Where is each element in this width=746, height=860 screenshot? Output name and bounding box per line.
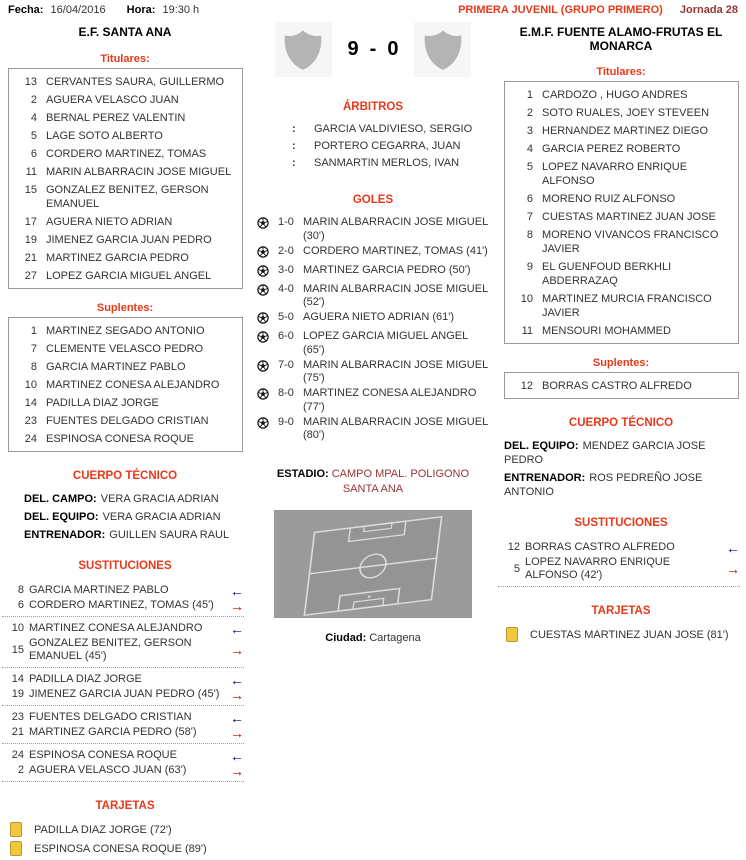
away-sustituciones-label: SUSTITUCIONES — [574, 517, 668, 529]
goal-score: 1-0 — [278, 216, 294, 228]
score-separator: - — [369, 38, 377, 60]
player-row — [507, 140, 736, 158]
player-row — [11, 322, 240, 340]
player-number: 3 — [526, 125, 533, 137]
goal-row — [257, 245, 490, 263]
match-datetime — [8, 4, 203, 16]
soccer-ball-icon — [257, 416, 269, 443]
ciudad-line — [250, 632, 496, 644]
player-number: 15 — [11, 643, 24, 656]
staff-name: VERA GRACIA ADRIAN — [102, 511, 221, 523]
player-name: GONZALEZ BENITEZ, GERSON EMANUEL — [46, 184, 209, 210]
player-row — [507, 290, 736, 322]
player-number: 5 — [30, 130, 37, 142]
player-number: 19 — [24, 234, 37, 246]
score-row — [250, 22, 496, 77]
player-number: 6 — [526, 193, 533, 205]
arrow-in-icon: ← — [230, 747, 244, 764]
card-player-name: ESPINOSA CONESA ROQUE (89') — [34, 842, 207, 855]
ciudad-value: Cartagena — [369, 631, 421, 644]
player-number: 2 — [526, 107, 533, 119]
away-team-column — [496, 16, 746, 646]
home-titulares-box — [8, 68, 243, 289]
player-name: MARTINEZ CONESA ALEJANDRO — [29, 622, 203, 634]
substitution-in-row — [2, 710, 244, 725]
goal-score: 9-0 — [278, 415, 294, 428]
player-number: 27 — [24, 270, 37, 282]
player-name: CUESTAS MARTINEZ JUAN JOSE — [542, 211, 716, 223]
player-number: 9 — [526, 261, 533, 273]
player-number: 11 — [521, 325, 533, 337]
player-number: 24 — [11, 749, 24, 761]
ciudad-label: Ciudad: — [325, 631, 367, 644]
player-number: 12 — [507, 541, 520, 553]
substitution-pair — [2, 582, 244, 617]
player-name: CLEMENTE VELASCO PEDRO — [46, 343, 204, 355]
substitution-pair — [498, 539, 740, 587]
soccer-ball-icon — [257, 330, 269, 357]
player-number: 13 — [24, 76, 37, 88]
stadium-field-image — [250, 510, 496, 618]
player-name: MARTINEZ MURCIA FRANCISCO JAVIER — [542, 293, 712, 319]
staff-row — [24, 528, 244, 542]
arrow-out-icon: → — [230, 597, 244, 614]
substitution-in-row — [2, 748, 244, 763]
substitution-out-row — [2, 725, 244, 740]
arrow-out-icon: → — [726, 561, 740, 577]
player-number: 5 — [526, 161, 533, 173]
goal-scorer: MARIN ALBARRACIN JOSE MIGUEL (52') — [303, 282, 488, 308]
home-tarjetas-label: TARJETAS — [95, 800, 155, 812]
player-number: 15 — [24, 184, 37, 196]
player-number: 4 — [526, 143, 533, 155]
player-name: LAGE SOTO ALBERTO — [46, 130, 163, 142]
yellow-card-icon — [506, 627, 518, 642]
player-row — [11, 127, 240, 145]
substitution-pair — [2, 709, 244, 744]
estadio-line — [250, 467, 496, 497]
card-row — [506, 627, 746, 642]
substitution-out-row — [2, 687, 244, 702]
player-number: 17 — [24, 216, 37, 228]
goal-score: 2-0 — [278, 244, 294, 257]
player-name: FUENTES DELGADO CRISTIAN — [29, 711, 192, 723]
player-row — [507, 226, 736, 258]
jornada-label: Jornada 28 — [679, 4, 738, 16]
home-team-name: E.F. SANTA ANA — [78, 25, 172, 39]
player-number: 24 — [24, 433, 37, 445]
arrow-in-icon: ← — [230, 582, 244, 599]
goal-score: 5-0 — [278, 311, 294, 323]
player-number: 10 — [24, 379, 37, 391]
player-row — [11, 73, 240, 91]
player-row — [11, 394, 240, 412]
player-number: 6 — [30, 148, 37, 160]
player-name: CORDERO MARTINEZ, TOMAS — [46, 148, 207, 160]
player-name: FUENTES DELGADO CRISTIAN — [46, 415, 209, 427]
card-row — [10, 841, 250, 856]
player-row — [11, 145, 240, 163]
referee-row — [250, 155, 496, 172]
player-number: 8 — [30, 361, 37, 373]
arrow-out-icon: → — [230, 724, 244, 741]
goal-row — [257, 283, 490, 310]
arrow-out-icon: → — [230, 762, 244, 779]
player-name: CARDOZO , HUGO ANDRES — [542, 89, 688, 101]
player-name: LOPEZ NAVARRO ENRIQUE ALFONSO — [542, 161, 688, 187]
home-goals: 9 — [347, 38, 359, 60]
staff-row — [504, 471, 740, 499]
away-staff — [496, 439, 746, 499]
player-row — [507, 322, 736, 340]
player-row — [11, 358, 240, 376]
player-name: BERNAL PEREZ VALENTIN — [46, 112, 186, 124]
away-suplentes-label: Suplentes: — [592, 357, 650, 369]
goal-score: 8-0 — [278, 387, 294, 399]
player-row — [11, 430, 240, 448]
estadio-link[interactable]: CAMPO MPAL. POLIGONO SANTA ANA — [331, 467, 470, 495]
player-name: MARTINEZ GARCIA PEDRO (58') — [29, 726, 197, 738]
player-name: PADILLA DIAZ JORGE — [29, 673, 142, 685]
substitution-pair — [2, 620, 244, 668]
home-cards — [0, 822, 250, 856]
goal-row — [257, 330, 490, 357]
player-row — [11, 376, 240, 394]
player-number: 12 — [520, 380, 533, 392]
player-row — [11, 231, 240, 249]
arrow-in-icon: ← — [230, 709, 244, 726]
fecha-value: 16/04/2016 — [50, 4, 106, 16]
player-name: GARCIA PEREZ ROBERTO — [542, 143, 681, 155]
away-tarjetas-label: TARJETAS — [591, 605, 651, 617]
away-titulares-label: Titulares: — [596, 66, 646, 78]
player-row — [11, 91, 240, 109]
away-suplentes-box — [504, 372, 739, 399]
soccer-ball-icon — [257, 359, 269, 386]
substitution-pair — [2, 747, 244, 782]
staff-role: ENTRENADOR: — [24, 529, 106, 541]
competition-name: PRIMERA JUVENIL (GRUPO PRIMERO) — [458, 4, 663, 16]
player-name: AGUERA VELASCO JUAN — [46, 94, 179, 106]
hora-label: Hora: — [126, 4, 156, 16]
goal-score: 4-0 — [278, 282, 294, 295]
player-name: MENSOURI MOHAMMED — [542, 325, 671, 337]
player-number: 6 — [17, 599, 24, 611]
staff-name: MENDEZ GARCIA JOSE PEDRO — [504, 440, 706, 466]
player-row — [11, 249, 240, 267]
player-name: AGUERA NIETO ADRIAN — [46, 216, 173, 228]
home-team-column — [0, 16, 250, 860]
arrow-in-icon: ← — [230, 620, 244, 637]
player-number: 8 — [17, 584, 24, 596]
player-name: GARCIA MARTINEZ PABLO — [46, 361, 186, 373]
player-row — [507, 208, 736, 226]
player-name: MARTINEZ CONESA ALEJANDRO — [46, 379, 220, 391]
referee-prefix: : — [292, 140, 296, 152]
substitution-in-row — [498, 540, 740, 555]
home-cuerpo-tecnico-label: CUERPO TÉCNICO — [72, 470, 178, 482]
goal-row — [257, 264, 490, 282]
card-player-name: CUESTAS MARTINEZ JUAN JOSE (81') — [530, 628, 729, 641]
arrow-in-icon: ← — [726, 539, 740, 556]
goal-row — [257, 416, 490, 443]
home-suplentes-box — [8, 317, 243, 452]
player-number: 10 — [11, 622, 24, 634]
home-titulares-label: Titulares: — [100, 53, 150, 65]
goal-score: 7-0 — [278, 358, 294, 371]
player-number: 21 — [24, 252, 37, 264]
player-row — [507, 158, 736, 190]
soccer-ball-icon — [257, 311, 269, 329]
player-name: CERVANTES SAURA, GUILLERMO — [46, 76, 225, 88]
player-row — [507, 104, 736, 122]
player-number: 4 — [30, 112, 37, 124]
player-name: CORDERO MARTINEZ, TOMAS (45') — [29, 599, 214, 611]
goal-scorer: MARIN ALBARRACIN JOSE MIGUEL (80') — [303, 415, 488, 441]
substitution-in-row — [2, 672, 244, 687]
player-number: 23 — [11, 711, 24, 723]
referees-list — [250, 121, 496, 172]
soccer-ball-icon — [257, 264, 269, 282]
player-row — [11, 181, 240, 213]
referee-name: GARCIA VALDIVIESO, SERGIO — [314, 123, 473, 135]
player-name: LOPEZ NAVARRO ENRIQUE ALFONSO (42') — [525, 556, 671, 581]
goal-row — [257, 359, 490, 386]
player-number: 10 — [520, 293, 533, 305]
goal-score: 6-0 — [278, 330, 294, 342]
away-team-name: E.M.F. FUENTE ALAMO-FRUTAS EL MONARCA — [519, 25, 723, 53]
player-name: SOTO RUALES, JOEY STEVEEN — [542, 107, 710, 119]
referee-prefix: : — [292, 157, 296, 169]
substitution-in-row — [2, 621, 244, 636]
arrow-out-icon: → — [230, 686, 244, 703]
player-name: LOPEZ GARCIA MIGUEL ANGEL — [46, 270, 212, 282]
player-name: MORENO VIVANCOS FRANCISCO JAVIER — [542, 229, 719, 255]
player-number: 2 — [17, 764, 24, 776]
substitution-out-row — [2, 763, 244, 778]
staff-role: DEL. CAMPO: — [24, 493, 97, 505]
player-name: ESPINOSA CONESA ROQUE — [46, 433, 194, 445]
player-row — [507, 86, 736, 104]
staff-role: DEL. EQUIPO: — [24, 511, 99, 523]
soccer-ball-icon — [257, 245, 269, 263]
home-staff — [0, 492, 250, 542]
soccer-ball-icon — [257, 216, 269, 243]
goal-row — [257, 387, 490, 414]
player-name: EL GUENFOUD BERKHLI ABDERRAZAQ — [542, 261, 672, 287]
home-team-shield-icon — [275, 22, 332, 77]
player-row — [507, 190, 736, 208]
player-number: 21 — [11, 726, 24, 738]
player-name: BORRAS CASTRO ALFREDO — [542, 380, 692, 392]
away-team-shield-icon — [414, 22, 471, 77]
player-name: MARTINEZ SEGADO ANTONIO — [46, 325, 205, 337]
goal-scorer: AGUERA NIETO ADRIAN (61') — [303, 311, 455, 323]
player-number: 1 — [526, 89, 533, 101]
player-name: PADILLA DIAZ JORGE — [46, 397, 159, 409]
home-suplentes-label: Suplentes: — [96, 302, 154, 314]
away-substitutions — [498, 539, 740, 587]
player-number: 14 — [24, 397, 37, 409]
goal-row — [257, 216, 490, 243]
yellow-card-icon — [10, 841, 22, 856]
player-number: 5 — [513, 562, 520, 575]
top-bar — [0, 0, 746, 16]
away-cards — [496, 627, 746, 642]
away-cuerpo-tecnico-label: CUERPO TÉCNICO — [568, 417, 674, 429]
match-score — [348, 38, 399, 61]
player-name: GONZALEZ BENITEZ, GERSON EMANUEL (45') — [29, 637, 192, 662]
referee-row — [250, 121, 496, 138]
staff-row — [504, 439, 740, 467]
player-name: MARIN ALBARRACIN JOSE MIGUEL — [46, 166, 232, 178]
estadio-label: ESTADIO: — [276, 467, 329, 480]
substitution-out-row — [2, 636, 244, 664]
arrow-out-icon: → — [230, 642, 244, 658]
staff-role: ENTRENADOR: — [504, 472, 586, 484]
staff-name: GUILLEN SAURA RAUL — [109, 529, 230, 541]
substitution-in-row — [2, 583, 244, 598]
hora-value: 19:30 h — [162, 4, 200, 16]
goals-list — [250, 216, 496, 443]
staff-name: VERA GRACIA ADRIAN — [100, 493, 219, 505]
card-row — [10, 822, 250, 837]
player-name: AGUERA VELASCO JUAN (63') — [29, 764, 187, 776]
substitution-out-row — [2, 598, 244, 613]
referee-prefix: : — [292, 123, 296, 135]
goal-score: 3-0 — [278, 263, 294, 276]
away-titulares-box — [504, 81, 739, 344]
player-name: JIMENEZ GARCIA JUAN PEDRO (45') — [29, 688, 220, 700]
soccer-ball-icon — [257, 283, 269, 310]
player-row — [507, 377, 736, 395]
player-number: 7 — [526, 211, 533, 223]
away-goals: 0 — [387, 38, 399, 60]
staff-row — [24, 492, 244, 506]
arbitros-label: ÁRBITROS — [342, 101, 404, 113]
goal-scorer: MARIN ALBARRACIN JOSE MIGUEL (30') — [303, 216, 488, 242]
card-player-name: PADILLA DIAZ JORGE (72') — [34, 823, 172, 836]
player-name: ESPINOSA CONESA ROQUE — [29, 749, 177, 761]
referee-name: SANMARTIN MERLOS, IVAN — [314, 157, 460, 169]
player-row — [507, 258, 736, 290]
player-name: HERNANDEZ MARTINEZ DIEGO — [542, 125, 709, 137]
player-number: 23 — [24, 415, 37, 427]
goal-scorer: MARTINEZ GARCIA PEDRO (50') — [303, 263, 471, 276]
player-name: JIMENEZ GARCIA JUAN PEDRO — [46, 234, 212, 246]
player-number: 2 — [30, 94, 37, 106]
fecha-label: Fecha: — [8, 4, 44, 16]
goal-row — [257, 311, 490, 329]
player-row — [11, 163, 240, 181]
match-center-column — [250, 16, 496, 644]
substitution-pair — [2, 671, 244, 706]
arrow-in-icon: ← — [230, 671, 244, 688]
goal-scorer: MARTINEZ CONESA ALEJANDRO (77') — [303, 387, 477, 413]
player-row — [507, 122, 736, 140]
yellow-card-icon — [10, 822, 22, 837]
staff-name: ROS PEDREÑO JOSE ANTONIO — [504, 472, 703, 498]
competition-info — [458, 4, 738, 16]
player-row — [11, 109, 240, 127]
referee-name: PORTERO CEGARRA, JUAN — [314, 140, 461, 152]
player-name: GARCIA MARTINEZ PABLO — [29, 584, 169, 596]
player-number: 11 — [25, 166, 37, 178]
goal-scorer: CORDERO MARTINEZ, TOMAS (41') — [303, 244, 488, 257]
player-row — [11, 340, 240, 358]
player-row — [11, 412, 240, 430]
soccer-ball-icon — [257, 387, 269, 414]
player-row — [11, 213, 240, 231]
player-number: 1 — [30, 325, 37, 337]
player-number: 14 — [11, 673, 24, 685]
staff-role: DEL. EQUIPO: — [504, 440, 579, 452]
goles-label: GOLES — [352, 194, 394, 206]
player-name: BORRAS CASTRO ALFREDO — [525, 541, 675, 553]
player-number: 8 — [526, 229, 533, 241]
player-number: 7 — [30, 343, 37, 355]
goal-scorer: LOPEZ GARCIA MIGUEL ANGEL (65') — [303, 330, 468, 356]
staff-row — [24, 510, 244, 524]
player-name: MARTINEZ GARCIA PEDRO — [46, 252, 189, 264]
referee-row — [250, 138, 496, 155]
player-row — [11, 267, 240, 285]
home-sustituciones-label: SUSTITUCIONES — [78, 560, 172, 572]
home-substitutions — [2, 582, 244, 782]
substitution-out-row — [498, 555, 740, 583]
player-name: MORENO RUIZ ALFONSO — [542, 193, 676, 205]
player-number: 19 — [11, 688, 24, 700]
goal-scorer: MARIN ALBARRACIN JOSE MIGUEL (75') — [303, 358, 488, 384]
